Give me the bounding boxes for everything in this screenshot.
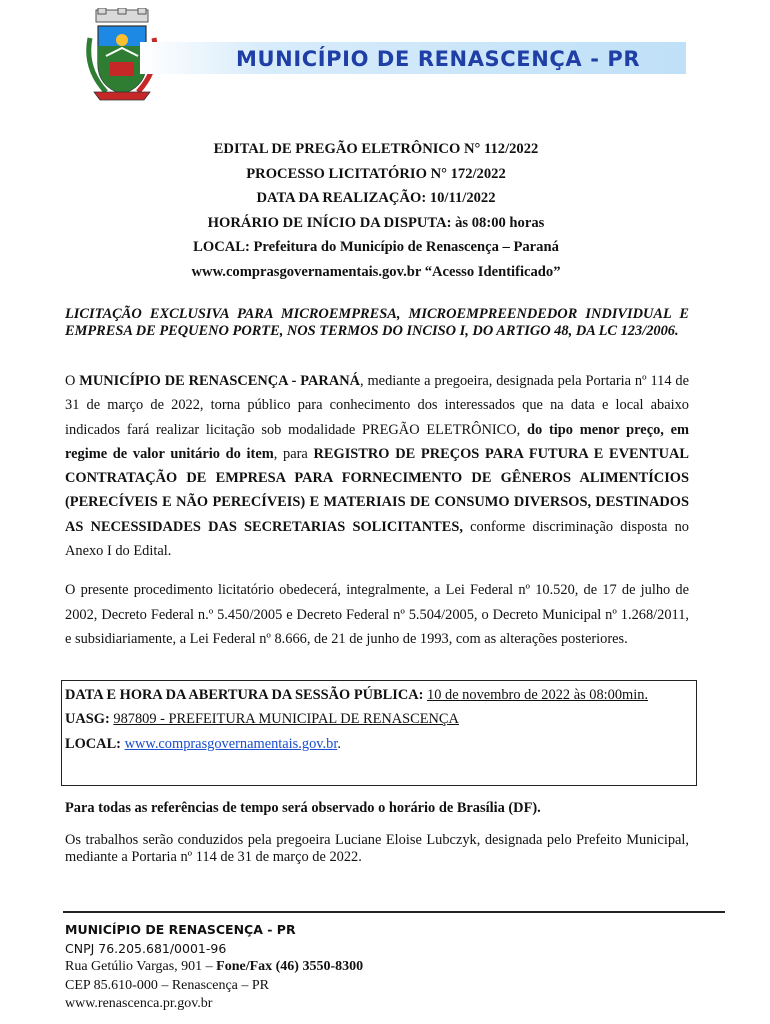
intro-text-3: , para [273, 445, 314, 462]
header-title: MUNICÍPIO DE RENASCENÇA - PR [236, 47, 641, 71]
pregoeira-paragraph: Os trabalhos serão conduzidos pela pregoeira Luciane Eloise Lubczyk, designada pelo Prefeito Municipal, mediante a Portaria nº 114 de 31 de março de 2022. [65, 832, 689, 865]
intro-paragraph [65, 369, 689, 563]
process-number: PROCESSO LICITATÓRIO N° 172/2022 [246, 165, 506, 182]
footer-cnpj: CNPJ 76.205.681/0001-96 [65, 940, 227, 956]
location-line: LOCAL: Prefeitura do Município de Renascença – Paraná [193, 239, 559, 255]
uasg-label: UASG: [65, 711, 110, 728]
footer-website[interactable]: www.renascenca.pr.gov.br [65, 996, 213, 1011]
title-block [60, 137, 692, 284]
intro-text-2: , mediante a pregoeira, designada pela Portaria nº 114 de 31 de março de 2022, torna público para conhecimento dos interessados que na data e local abaixo indicados fará realizar licitação sob modalidade PREGÃO ELETRÔNICO, [65, 373, 689, 438]
realization-date: DATA DA REALIZAÇÃO: 10/11/2022 [256, 190, 496, 206]
legal-basis-paragraph: O presente procedimento licitatório obedecerá, integralmente, a Lei Federal nº 10.520, de 17 de julho de 2002, Decreto Federal n.º 5.450/2005 e Decreto Federal nº 5.504/2005, o Decreto Municipal nº 1.268/2011, e subsidiariamente, a Lei Federal nº 8.666, de 21 de junho de 1993, com as alterações posteriores. [65, 582, 689, 647]
local-line [65, 732, 688, 756]
edital-number: EDITAL DE PREGÃO ELETRÔNICO N° 112/2022 [213, 141, 539, 157]
website-line: www.comprasgovernamentais.gov.br “Acesso Identificado” [191, 263, 561, 280]
opening-label: DATA E HORA DA ABERTURA DA SESSÃO PÚBLICA: [65, 687, 424, 703]
opening-line [65, 683, 688, 707]
footer-cep: CEP 85.610-000 – Renascença – PR [65, 977, 270, 993]
intro-text-4: conforme discriminação disposta no Anexo I do Edital. [65, 518, 689, 560]
brasilia-time-note: Para todas as referências de tempo será observado o horário de Brasília (DF). [65, 800, 541, 816]
local-label: LOCAL: [65, 735, 121, 752]
session-info-box [61, 680, 697, 786]
local-suffix: . [337, 735, 341, 752]
footer-divider [63, 911, 725, 913]
object-description: REGISTRO DE PREÇOS PARA FUTURA E EVENTUAL CONTRATAÇÃO DE EMPRESA PARA FORNECIMENTO DE GÊNEROS ALIMENTÍCIOS (PERECÍVEIS E NÃO PERECÍVEIS) E MATERIAIS DE CONSUMO DIVERSOS, DESTINADOS AS NECESSIDADES DAS SECRETARIAS SOLICITANTES, [65, 445, 689, 535]
opening-value: 10 de novembro de 2022 às 08:00min. [427, 687, 649, 703]
footer-phone: Fone/Fax (46) 3550-8300 [216, 959, 364, 974]
comprasgov-link[interactable]: www.comprasgovernamentais.gov.br [124, 735, 338, 752]
uasg-value: 987809 - PREFEITURA MUNICIPAL DE RENASCENÇA [113, 711, 459, 728]
footer [65, 921, 665, 1014]
footer-address: Rua Getúlio Vargas, 901 – [65, 959, 217, 974]
municipality-name: MUNICÍPIO DE RENASCENÇA - PARANÁ [79, 373, 360, 389]
footer-municipality: MUNICÍPIO DE RENASCENÇA - PR [65, 922, 296, 937]
intro-text-1: O [65, 373, 80, 389]
price-type: do tipo menor preço, em regime de valor unitário do item [65, 421, 690, 462]
uasg-line [65, 707, 688, 731]
dispute-start-time: HORÁRIO DE INÍCIO DA DISPUTA: às 08:00 horas [207, 214, 545, 231]
exclusive-notice: LICITAÇÃO EXCLUSIVA PARA MICROEMPRESA, MICROEMPREENDEDOR INDIVIDUAL E EMPRESA DE PEQUENO PORTE, NOS TERMOS DO INCISO I, DO ARTIGO 48, DA LC 123/2006. [65, 306, 689, 339]
footer-address-line [65, 958, 665, 977]
